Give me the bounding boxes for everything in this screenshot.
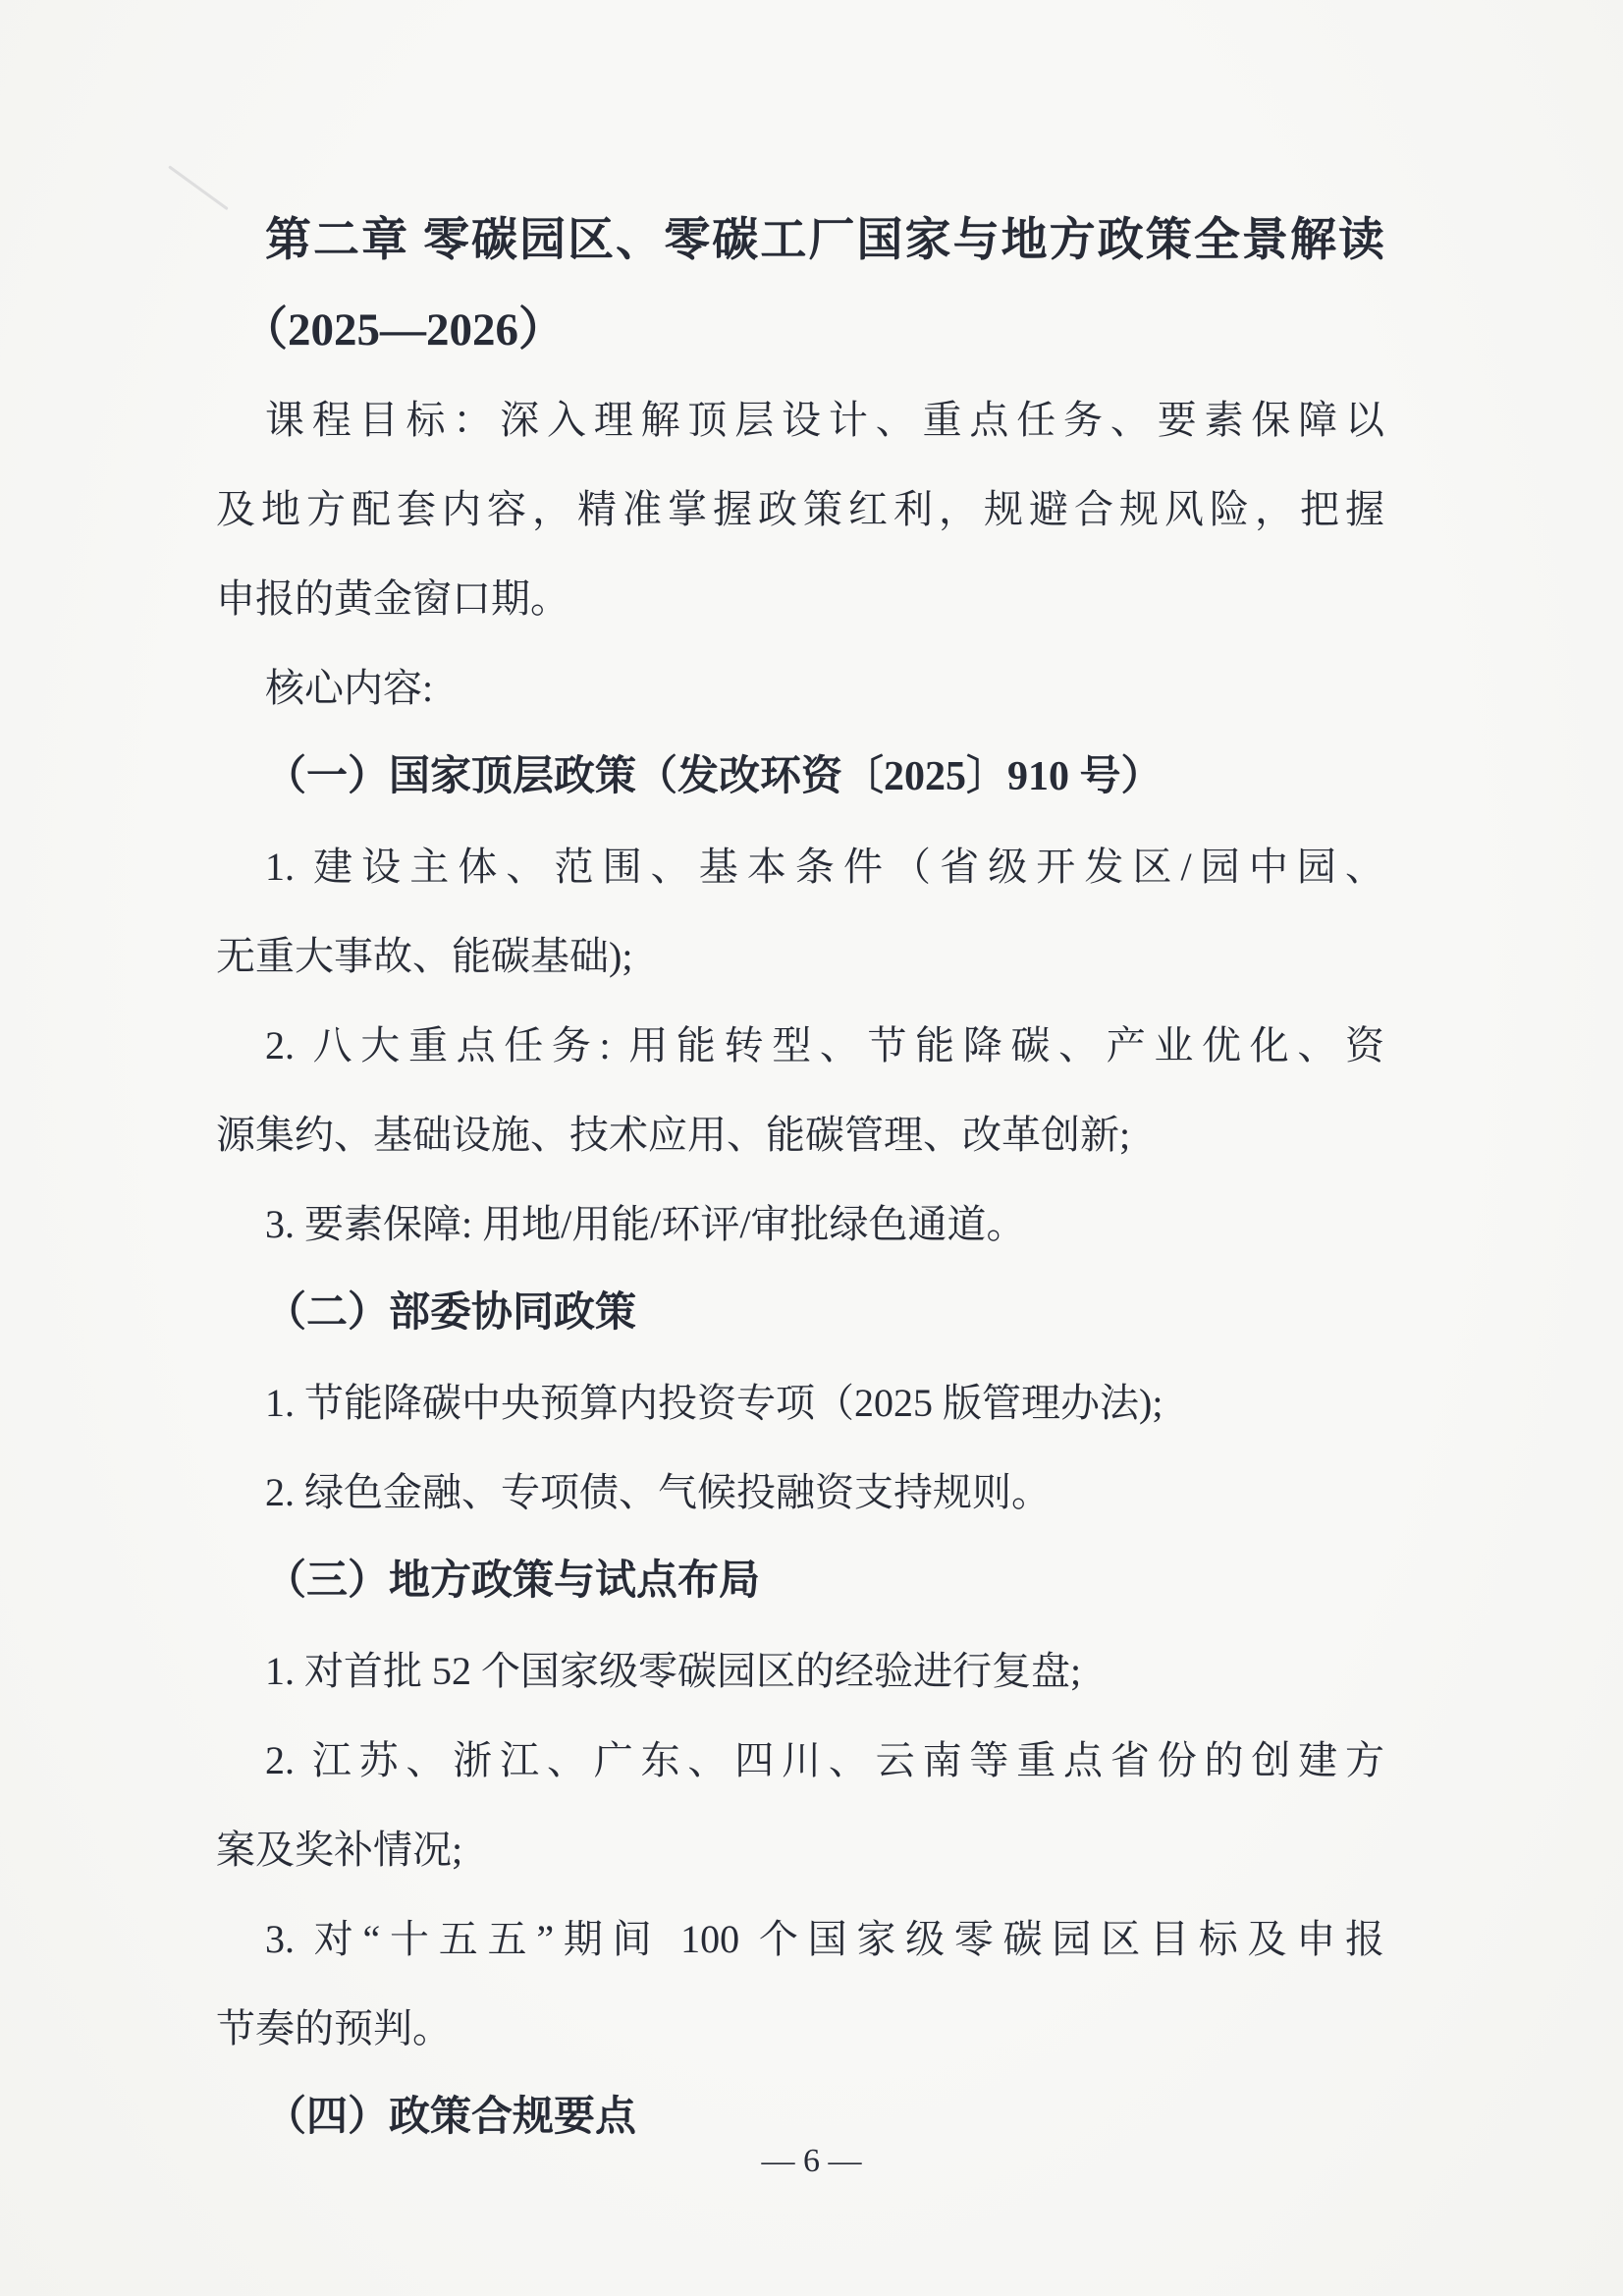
section-3-item-2-line2: 案及奖补情况; [216, 1828, 463, 1872]
section-1-item-1-line1: 1. 建设主体、范围、基本条件（省级开发区/园中园、 [265, 845, 1384, 889]
course-objective-line2: 及地方配套内容，精准掌握政策红利，规避合规风险，把握 [216, 487, 1384, 531]
chapter-title-line2: （2025—2026） [242, 304, 565, 355]
section-2-item-2: 2. 绿色金融、专项债、气候投融资支持规则。 [265, 1470, 1051, 1514]
section-4-heading: （四）政策合规要点 [265, 2095, 637, 2140]
course-objective-line1: 课程目标：深入理解顶层设计、重点任务、要素保障以 [265, 398, 1384, 442]
section-3-item-2-line1: 2. 江苏、浙江、广东、四川、云南等重点省份的创建方 [265, 1738, 1384, 1782]
section-1-item-2-line2: 源集约、基础设施、技术应用、能碳管理、改革创新; [216, 1113, 1131, 1157]
section-1-item-3: 3. 要素保障: 用地/用能/环评/审批绿色通道。 [265, 1202, 1026, 1246]
section-2-item-1: 1. 节能降碳中央预算内投资专项（2025 版管理办法); [265, 1381, 1163, 1425]
course-objective-line3: 申报的黄金窗口期。 [216, 576, 569, 621]
core-content-label: 核心内容: [265, 666, 434, 710]
section-1-item-1-line2: 无重大事故、能碳基础); [216, 934, 633, 978]
section-3-item-1: 1. 对首批 52 个国家级零碳园区的经验进行复盘; [265, 1649, 1082, 1693]
section-1-heading: （一）国家顶层政策（发改环资〔2025〕910 号） [265, 754, 1163, 799]
section-3-item-3-line1: 3. 对“十五五”期间 100 个国家级零碳园区目标及申报 [265, 1917, 1384, 1961]
section-3-item-3-line2: 节奏的预判。 [216, 2006, 452, 2050]
section-2-heading: （二）部委协同政策 [265, 1290, 637, 1336]
document-body [216, 196, 1384, 2162]
chapter-title-line1: 第二章 零碳园区、零碳工厂国家与地方政策全景解读 [265, 215, 1384, 266]
page-number: — 6 — [761, 2143, 862, 2179]
section-3-heading: （三）地方政策与试点布局 [265, 1558, 761, 1604]
section-1-item-2-line1: 2. 八大重点任务: 用能转型、节能降碳、产业优化、资 [265, 1023, 1384, 1067]
